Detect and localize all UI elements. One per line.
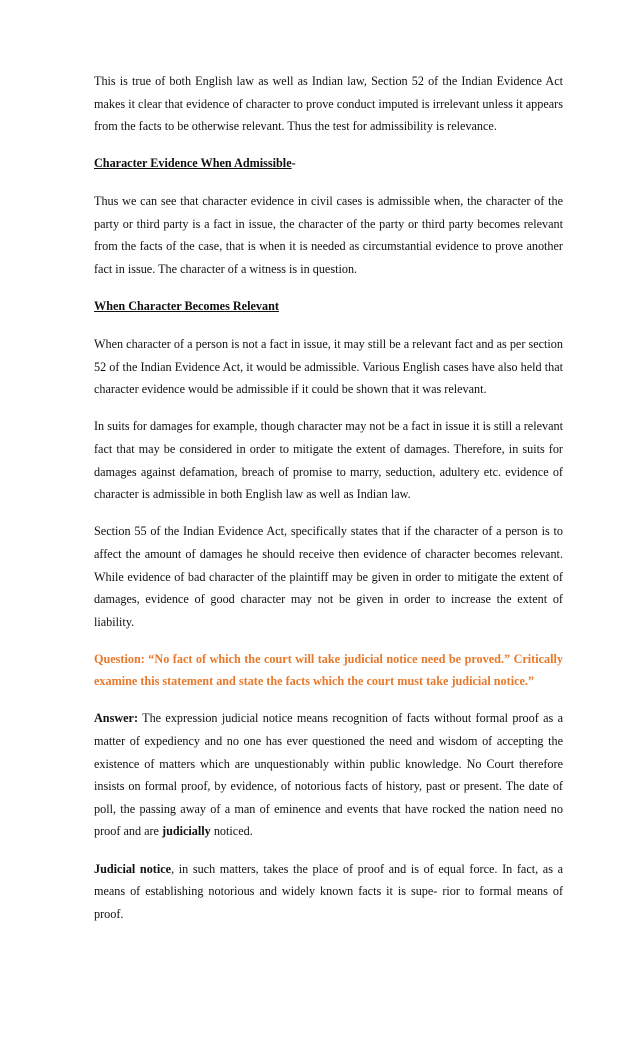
question-judicial-notice: Question: “No fact of which the court will take judicial notice need be proved.” Critically examine this statement and state the facts which the court must take judicial notice.”: [94, 651, 563, 689]
heading-text: When Character Becomes Relevant: [94, 299, 279, 314]
answer-paragraph: [94, 707, 563, 843]
judicial-notice-term: Judicial notice: [94, 861, 172, 876]
heading-suffix: -: [291, 156, 296, 171]
paragraph-section-55: Section 55 of the Indian Evidence Act, specifically states that if the character of a person is to affect the amount of damages he should receive then evidence of character becomes relevant. While evidence of bad character of the plaintiff may be given in order to mitigate the extent of damages, evidence of good character may not be given in order to increase the extent of liability.: [94, 524, 563, 629]
paragraph-suits-for-damages: In suits for damages for example, though character may not be a fact in issue it is still a relevant fact that may be considered in order to mitigate the extent of damages. Therefore, in suits for damages against defamation, breach of promise to marry, seduction, adultery etc. evidence of character is admissible in both English law as well as Indian law.: [94, 419, 563, 502]
judicial-notice-paragraph: [94, 858, 563, 926]
answer-text-part1: The expression judicial notice means recognition of facts without formal proof as a matter of expediency and no one has ever questioned the need and wisdom of accepting the existence of matters which are unquestionably within public knowledge. No Court therefore insists on formal proof, by evidence, of notorious facts of history, past or present. The date of poll, the passing away of a man of eminence and events that have rocked the nation need no proof and are: [94, 711, 563, 839]
answer-text-part2: noticed.: [210, 824, 253, 839]
paragraph-relevant-fact: When character of a person is not a fact in issue, it may still be a relevant fact and as per section 52 of the Indian Evidence Act, it would be admissible. Various English cases have also held that character evidence would be admissible if it could be shown that it was relevant.: [94, 337, 563, 397]
answer-bold-word: judicially: [162, 824, 211, 839]
heading-character-becomes-relevant: [94, 295, 563, 317]
judicial-notice-text: , in such matters, takes the place of proof and is of equal force. In fact, as a means of establishing notorious and widely known facts it is supe- rior to formal means of proof.: [94, 861, 563, 921]
heading-character-evidence-admissible: [94, 152, 563, 174]
paragraph-english-indian-law: This is true of both English law as well as Indian law, Section 52 of the Indian Evidence Act makes it clear that evidence of character to prove conduct imputed is irrelevant unless it appears from the facts to be otherwise relevant. Thus the test for admissibility is relevance.: [94, 74, 563, 134]
paragraph-civil-cases: Thus we can see that character evidence in civil cases is admissible when, the character of the party or third party is a fact in issue, the character of the party or third party becomes relevant from the facts of the case, that is when it is needed as circumstantial evidence to prove another fact in issue. The character of a witness is in question.: [94, 194, 563, 277]
heading-text: Character Evidence When Admissible: [94, 156, 292, 171]
answer-label: Answer:: [94, 711, 139, 726]
